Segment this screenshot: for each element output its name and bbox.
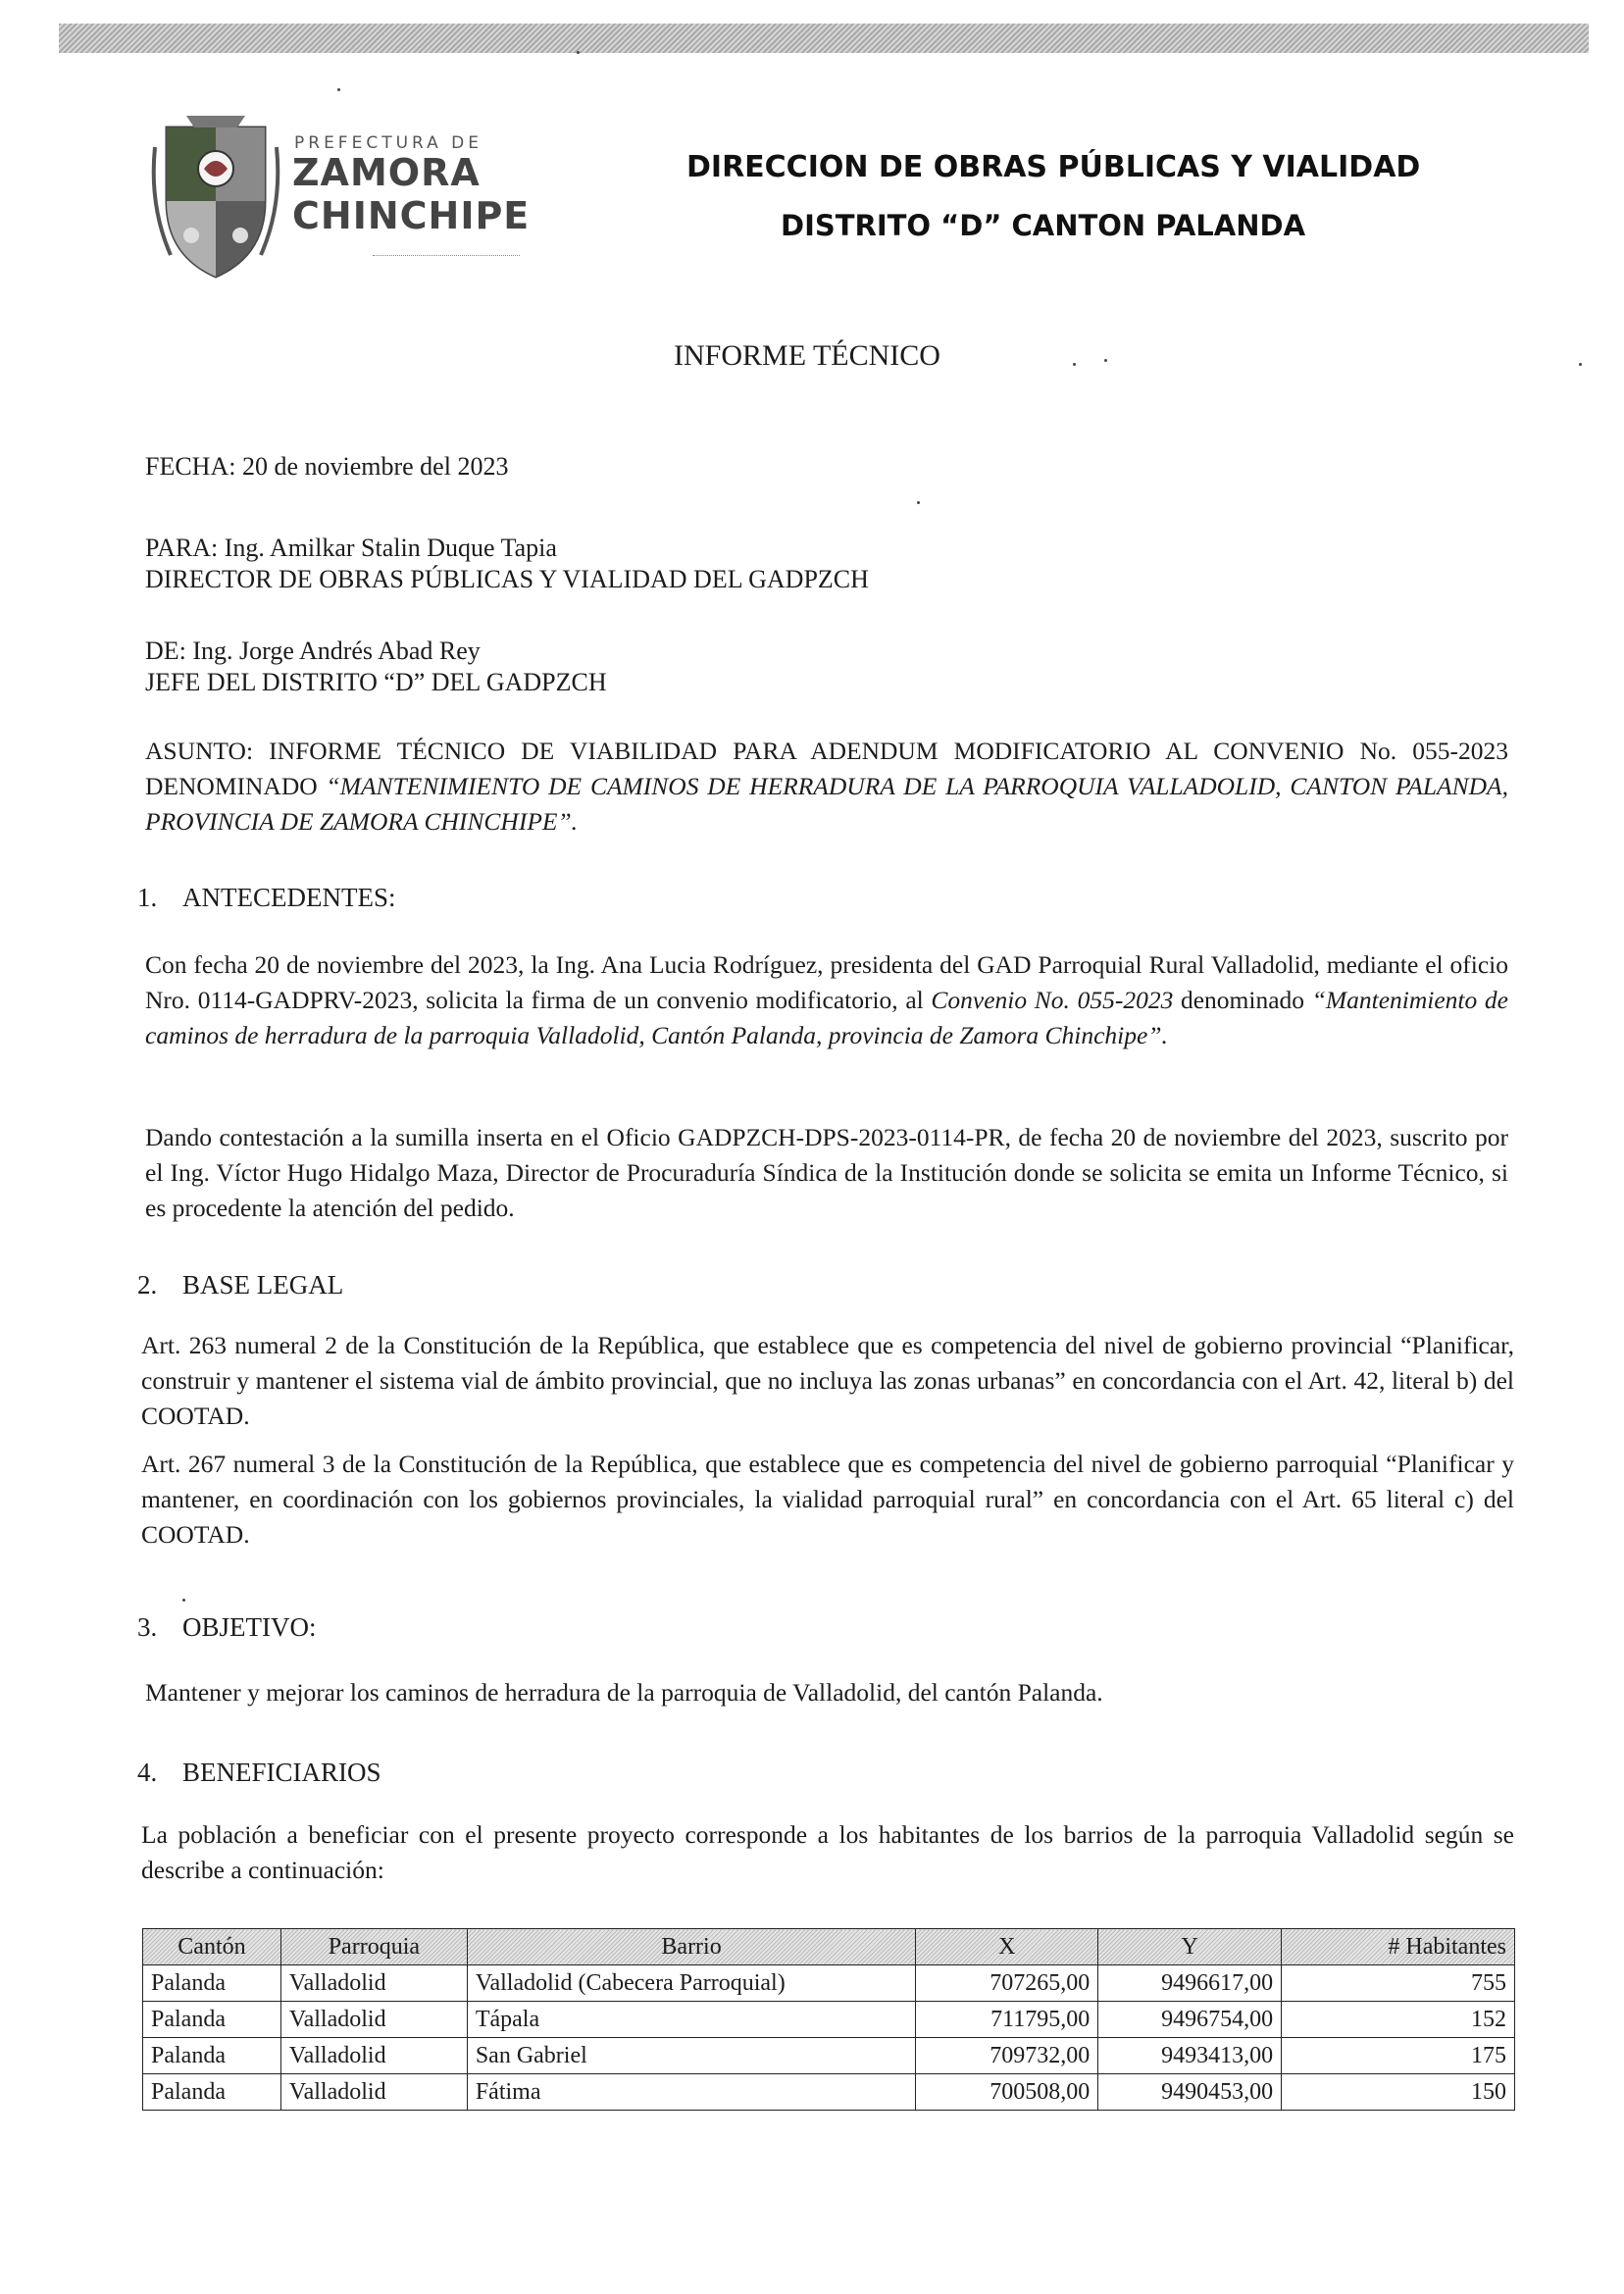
logo-zamora-text: ZAMORA (292, 151, 481, 194)
section-antecedentes-heading (137, 883, 395, 913)
table-row (143, 2038, 1515, 2074)
antecedentes-paragraph-2: Dando contestación a la sumilla inserta en el Oficio GADPZCH-DPS-2023-0114-PR, de fecha 20 de noviembre del 2023, suscrito por el Ing. Víctor Hugo Hidalgo Maza, Director de Procuraduría Síndica de la Institución donde se solicita se emita un Informe Técnico, si es procedente la atención del pedido. (145, 1123, 1508, 1222)
cell-canton: Palanda (143, 2038, 281, 2074)
scan-speck (1104, 359, 1107, 362)
de-line-1: DE: Ing. Jorge Andrés Abad Rey (145, 637, 481, 665)
scan-speck (1073, 363, 1076, 366)
cell-x: 711795,00 (916, 2002, 1098, 2038)
antecedentes-text: Con fecha 20 de noviembre del 2023, la Ing. Ana Lucia Rodríguez, presidenta del GAD Parroquial Rural Valladolid, mediante el oficio Nro. 0114-GADPRV-2023, solicita la firma de un convenio modificatorio, al (145, 950, 1508, 1014)
beneficiarios-paragraph: La población a beneficiar con el presente proyecto corresponde a los habitantes de los barrios de la parroquia Valladolid según se describe a continuación: (141, 1820, 1514, 1884)
logo-underline (373, 255, 520, 256)
asunto-italic-text: “MANTENIMIENTO DE CAMINOS DE HERRADURA DE LA PARROQUIA VALLADOLID, CANTON PALANDA, PROVINCIA DE ZAMORA CHINCHIPE”. (145, 772, 1508, 836)
cell-parroquia: Valladolid (280, 2002, 467, 2038)
cell-y: 9493413,00 (1098, 2038, 1282, 2074)
convenio-ref: Convenio No. 055-2023 (931, 986, 1174, 1014)
objetivo-paragraph: Mantener y mejorar los caminos de herradura de la parroquia de Valladolid, del cantón Palanda. (145, 1678, 1103, 1707)
cell-canton: Palanda (143, 2002, 281, 2038)
section-objetivo-heading (137, 1612, 317, 1643)
cell-barrio: Fátima (467, 2074, 916, 2111)
col-parroquia-header: Parroquia (280, 1929, 467, 1965)
col-x-header: X (916, 1929, 1098, 1965)
col-y-header: Y (1098, 1929, 1282, 1965)
cell-x: 707265,00 (916, 1965, 1098, 2002)
cell-barrio: San Gabriel (467, 2038, 916, 2074)
cell-y: 9496754,00 (1098, 2002, 1282, 2038)
para-line-1: PARA: Ing. Amilkar Stalin Duque Tapia (145, 534, 557, 562)
cell-habitantes: 755 (1282, 1965, 1515, 2002)
col-barrio-header: Barrio (467, 1929, 916, 1965)
cell-parroquia: Valladolid (280, 2074, 467, 2111)
antecedentes-text-2: denominado (1173, 986, 1312, 1014)
cell-canton: Palanda (143, 2074, 281, 2111)
fecha-line: FECHA: 20 de noviembre del 2023 (145, 452, 509, 481)
header-direccion: DIRECCION DE OBRAS PÚBLICAS Y VIALIDAD (686, 150, 1421, 184)
col-canton-header: Cantón (143, 1929, 281, 1965)
cell-x: 700508,00 (916, 2074, 1098, 2111)
document-title: INFORME TÉCNICO (674, 339, 940, 372)
cell-habitantes: 152 (1282, 2002, 1515, 2038)
prefectura-logo (147, 108, 539, 284)
table-row (143, 2002, 1515, 2038)
scan-top-bar (59, 24, 1589, 53)
cell-habitantes: 150 (1282, 2074, 1515, 2111)
asunto-paragraph (145, 734, 1508, 840)
scan-speck (1579, 363, 1582, 366)
table-header-row (143, 1929, 1515, 1965)
base-legal-paragraph-1: Art. 263 numeral 2 de la Constitución de la República, que establece que es competencia del nivel de gobierno provincial “Planificar, construir y mantener el sistema vial de ámbito provincial, que no incluya las zonas urbanas” en concordancia con el Art. 42, literal b) del COOTAD. (141, 1331, 1514, 1430)
section-number: 1. (137, 883, 158, 912)
cell-x: 709732,00 (916, 2038, 1098, 2074)
logo-prefectura-text: PREFECTURA DE (294, 133, 483, 153)
asunto-text: ASUNTO: INFORME TÉCNICO DE VIABILIDAD PARA ADENDUM MODIFICATORIO AL CONVENIO No. 055-2023 DENOMINADO (145, 737, 1508, 800)
cell-y: 9490453,00 (1098, 2074, 1282, 2111)
scan-speck (182, 1599, 185, 1602)
table-row (143, 2074, 1515, 2111)
section-number: 4. (137, 1758, 158, 1787)
base-legal-paragraph-2: Art. 267 numeral 3 de la Constitución de la República, que establece que es competencia del nivel de gobierno parroquial “Planificar y mantener, en coordinación con los gobiernos provinciales, la vialidad parroquial rural” en concordancia con el Art. 65 literal c) del COOTAD. (141, 1450, 1514, 1549)
logo-chinchipe-text: CHINCHIPE (292, 194, 531, 237)
section-number: 2. (137, 1270, 158, 1300)
scan-speck (917, 501, 920, 504)
cell-barrio: Tápala (467, 2002, 916, 2038)
section-title: OBJETIVO: (182, 1612, 317, 1642)
table-row (143, 1965, 1515, 2002)
section-title: BENEFICIARIOS (182, 1758, 381, 1787)
section-beneficiarios-heading (137, 1758, 381, 1788)
cell-canton: Palanda (143, 1965, 281, 2002)
beneficiarios-table (142, 1928, 1515, 2111)
para-line-2: DIRECTOR DE OBRAS PÚBLICAS Y VIALIDAD DEL GADPZCH (145, 565, 869, 593)
cell-parroquia: Valladolid (280, 1965, 467, 2002)
section-base-legal-heading (137, 1270, 343, 1300)
de-line-2: JEFE DEL DISTRITO “D” DEL GADPZCH (145, 668, 607, 696)
antecedentes-paragraph-1 (145, 947, 1508, 1053)
col-habitantes-header: # Habitantes (1282, 1929, 1515, 1965)
section-title: BASE LEGAL (182, 1270, 344, 1300)
scan-speck (577, 51, 580, 54)
cell-y: 9496617,00 (1098, 1965, 1282, 2002)
section-title: ANTECEDENTES: (182, 883, 396, 912)
cell-parroquia: Valladolid (280, 2038, 467, 2074)
coat-of-arms-icon (147, 108, 284, 284)
section-number: 3. (137, 1612, 158, 1642)
scan-speck (337, 88, 340, 91)
cell-barrio: Valladolid (Cabecera Parroquial) (467, 1965, 916, 2002)
cell-habitantes: 175 (1282, 2038, 1515, 2074)
header-distrito: DISTRITO “D” CANTON PALANDA (781, 209, 1306, 242)
convenio-name: “Mantenimiento de caminos de herradura de la parroquia Valladolid, Cantón Palanda, provincia de Zamora Chinchipe”. (145, 986, 1508, 1049)
